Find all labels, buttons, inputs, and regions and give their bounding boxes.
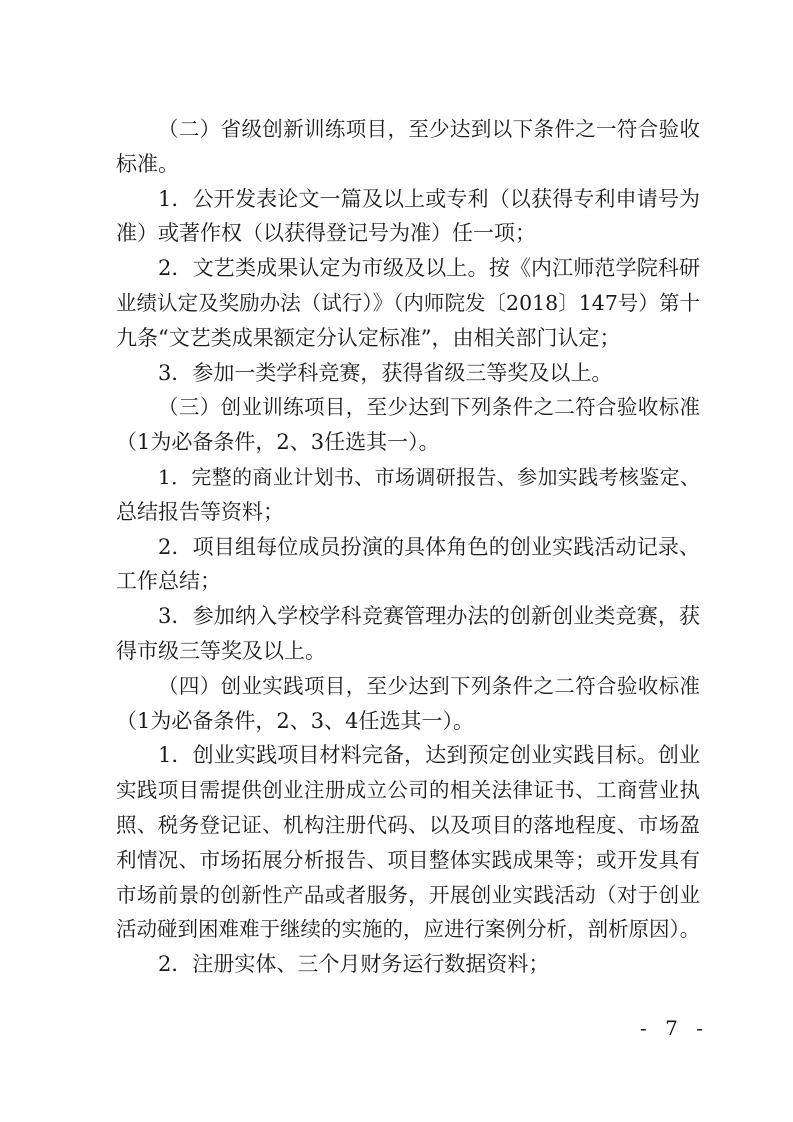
text-line: （1为必备条件，2、3、4任选其一）。 xyxy=(116,708,474,733)
text-line: 标准。 xyxy=(116,151,179,176)
list-item-2: 2．文艺类成果认定为市级及以上。按《内江师范学院科研 xyxy=(158,256,700,281)
list-item-3: 3．参加纳入学校学科竞赛管理办法的创新创业类竞赛，获 xyxy=(158,604,700,629)
list-item-3: 3．参加一类学科竞赛，获得省级三等奖及以上。 xyxy=(158,360,613,385)
list-item-2: 2．注册实体、三个月财务运行数据资料； xyxy=(158,952,550,977)
text-line: 总结报告等资料； xyxy=(116,499,284,524)
document-body xyxy=(116,112,700,982)
text-line: 市场前景的创新性产品或者服务，开展创业实践活动（对于创业 xyxy=(116,882,700,907)
section-heading-entrepreneurship-training: （三）创业训练项目，至少达到下列条件之二符合验收标准 xyxy=(158,395,700,420)
page-number: - 7 - xyxy=(640,1016,709,1040)
list-item-1: 1．公开发表论文一篇及以上或专利（以获得专利申请号为 xyxy=(158,186,700,211)
list-item-1: 1．完整的商业计划书、市场调研报告、参加实践考核鉴定、 xyxy=(158,464,700,489)
text-line: 工作总结； xyxy=(116,569,221,594)
text-line: 业绩认定及奖励办法（试行）》（内师院发〔2018〕147号）第十 xyxy=(116,290,700,315)
text-line: 利情况、市场拓展分析报告、项目整体实践成果等；或开发具有 xyxy=(116,847,700,872)
text-line: （1为必备条件，2、3任选其一）。 xyxy=(116,430,440,455)
text-line: 准）或著作权（以获得登记号为准）任一项； xyxy=(116,221,536,246)
list-item-1: 1．创业实践项目材料完备，达到预定创业实践目标。创业 xyxy=(158,743,700,768)
text-line: 照、税务登记证、机构注册代码、以及项目的落地程度、市场盈 xyxy=(116,812,700,837)
text-line: 得市级三等奖及以上。 xyxy=(116,638,326,663)
section-heading-entrepreneurship-practice: （四）创业实践项目，至少达到下列条件之二符合验收标准 xyxy=(158,673,700,698)
list-item-2: 2．项目组每位成员扮演的具体角色的创业实践活动记录、 xyxy=(158,534,700,559)
text-line: 九条“文艺类成果额定分认定标准”，由相关部门认定； xyxy=(116,325,621,350)
text-line: 活动碰到困难难于继续的实施的，应进行案例分析，剖析原因）。 xyxy=(116,917,701,942)
section-heading-provincial-innovation: （二）省级创新训练项目，至少达到以下条件之一符合验收 xyxy=(158,117,700,141)
text-line: 实践项目需提供创业注册成立公司的相关法律证书、工商营业执 xyxy=(116,778,700,803)
